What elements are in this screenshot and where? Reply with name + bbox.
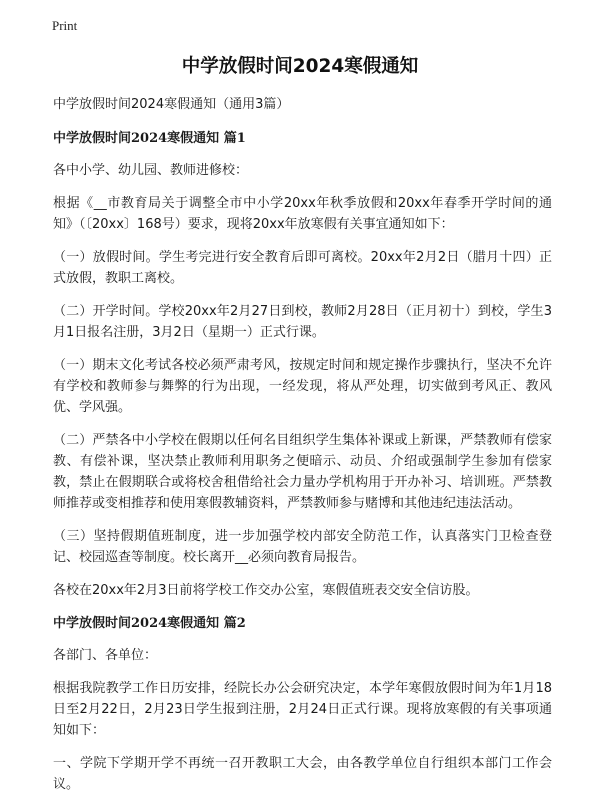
document-subtitle: 中学放假时间2024寒假通知（通用3篇） bbox=[53, 97, 290, 112]
print-link[interactable]: Print bbox=[52, 18, 78, 33]
article-2-paragraph: 根据我院教学工作日历安排，经院长办公会研究决定，本学年寒假放假时间为年1月18日至2月22日，2月23日学生报到注册，2月24日正式行课。现将放寒假的有关事项通知如下： bbox=[53, 681, 552, 738]
page-title: 中学放假时间2024寒假通知 bbox=[181, 56, 419, 77]
article-2-paragraph: 各部门、各单位： bbox=[53, 648, 158, 663]
article-1-paragraph: （二）开学时间。学校20xx年2月27日到校，教师2月28日（正月初十）到校，学生3月1日报名注册，3月2日（星期一）正式行课。 bbox=[53, 304, 552, 340]
article-1-paragraph: 各校在20xx年2月3日前将学校工作交办公室，寒假值班表交安全信访股。 bbox=[53, 583, 479, 598]
article-1-paragraph: （一）放假时间。学生考完进行安全教育后即可离校。20xx年2月2日（腊月十四）正式放假，教职工离校。 bbox=[53, 250, 552, 286]
article-1-paragraph: （一）期末文化考试各校必须严肃考风，按规定时间和规定操作步骤执行，坚决不允许有学校和教师参与舞弊的行为出现，一经发现，将从严处理，切实做到考风正、教风优、学风强。 bbox=[53, 358, 552, 415]
article-1-heading: 中学放假时间2024寒假通知 篇1 bbox=[53, 131, 246, 146]
article-1-paragraph: 各中小学、幼儿园、教师进修校： bbox=[53, 163, 249, 178]
article-1-paragraph: （三）坚持假期值班制度，进一步加强学校内部安全防范工作，认真落实门卫检查登记、校园巡查等制度。校长离开__必须向教育局报告。 bbox=[53, 529, 552, 565]
article-1-paragraph: 根据《__市教育局关于调整全市中小学20xx年秋季放假和20xx年春季开学时间的通知》（〔20xx〕168号）要求，现将20xx年放寒假有关事宜通知如下： bbox=[53, 196, 552, 232]
article-2-heading: 中学放假时间2024寒假通知 篇2 bbox=[53, 616, 246, 631]
article-2-paragraph: 一、学院下学期开学不再统一召开教职工大会，由各教学单位自行组织本部门工作会议。 bbox=[53, 756, 552, 792]
document-body bbox=[53, 94, 552, 807]
article-1-paragraph: （二）严禁各中小学校在假期以任何名目组织学生集体补课或上新课，严禁教师有偿家教、有偿补课，坚决禁止教师利用职务之便暗示、动员、介绍或强制学生参加有偿家教，禁止在假期联合或将校舍租借给社会力量办学机构用于开办补习、培训班。严禁教师推荐或变相推荐和使用寒假教辅资料，严禁教师参与赌博和其他违纪违法活动。 bbox=[53, 433, 552, 511]
